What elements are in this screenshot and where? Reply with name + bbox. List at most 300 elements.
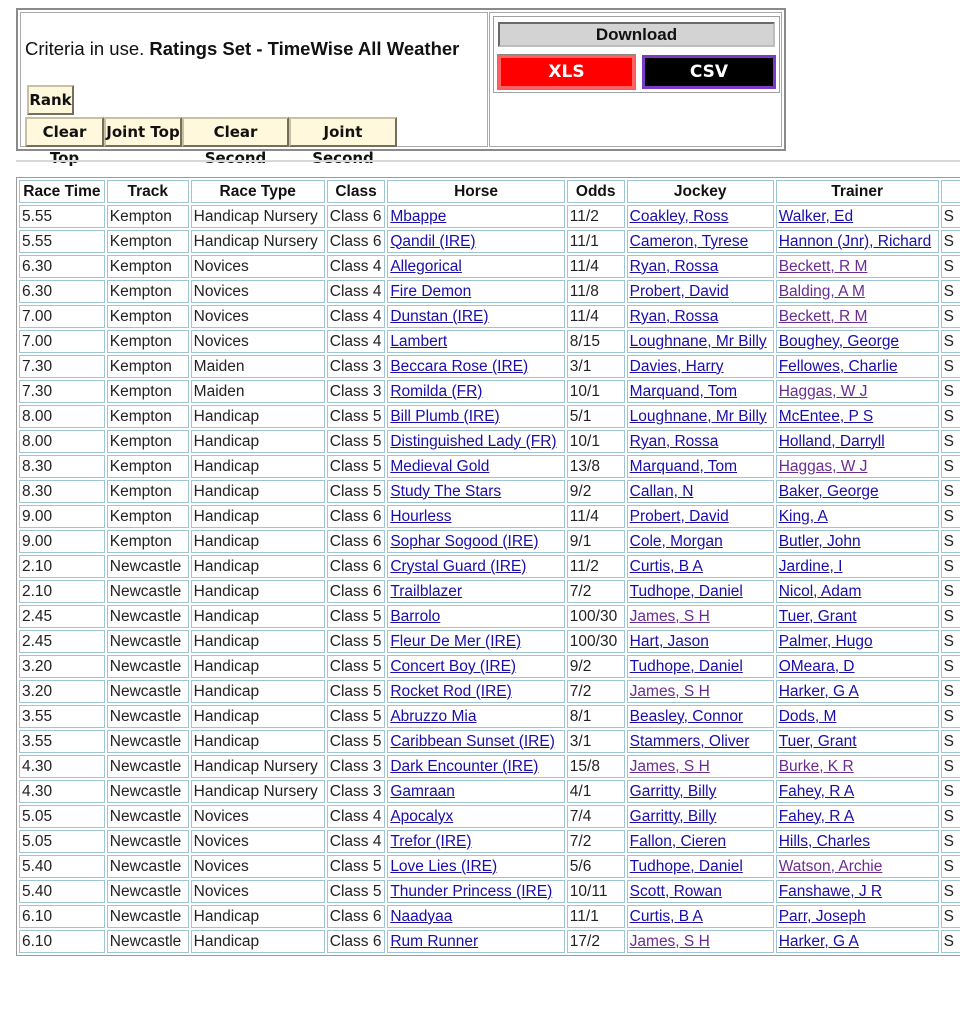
odds-cell: 10/11	[567, 880, 625, 903]
horse-link[interactable]: Qandil (IRE)	[390, 232, 476, 250]
table-row	[19, 755, 960, 778]
jockey-link[interactable]: Cameron, Tyrese	[629, 232, 749, 250]
trainer-cell	[776, 855, 939, 878]
table-row	[19, 280, 960, 303]
race-type-cell: Handicap	[191, 480, 325, 503]
class-cell: Class 6	[327, 205, 386, 228]
jockey-link[interactable]: Loughnane, Mr Billy	[629, 407, 767, 425]
class-cell: Class 5	[327, 705, 386, 728]
jockey-cell	[627, 755, 774, 778]
jockey-link[interactable]: Marquand, Tom	[629, 457, 738, 475]
horse-link[interactable]: Gamraan	[390, 782, 455, 800]
joint-top-button[interactable]: Joint Top	[104, 117, 182, 147]
jockey-cell	[627, 780, 774, 803]
trainer-cell	[776, 480, 939, 503]
class-cell: Class 5	[327, 430, 386, 453]
table-row	[19, 405, 960, 428]
race-time-cell: 8.00	[19, 405, 105, 428]
header-horse[interactable]: Horse	[387, 180, 564, 203]
jockey-cell	[627, 705, 774, 728]
odds-cell: 7/4	[567, 805, 625, 828]
jockey-link[interactable]: Curtis, B A	[629, 907, 703, 925]
trainer-link[interactable]: Beckett, R M	[778, 257, 868, 275]
jockey-link[interactable]: Probert, David	[629, 282, 729, 300]
horse-link[interactable]: Dunstan (IRE)	[390, 307, 489, 325]
rank-button[interactable]: Rank	[27, 85, 74, 115]
jockey-link[interactable]: Garritty, Billy	[629, 807, 717, 825]
extra-cell: S	[941, 530, 960, 553]
extra-cell: S	[941, 905, 960, 928]
class-cell: Class 3	[327, 380, 386, 403]
horse-cell	[387, 480, 564, 503]
race-time-cell: 5.55	[19, 205, 105, 228]
trainer-link[interactable]: King, A	[778, 507, 828, 525]
horse-link[interactable]: Sophar Sogood (IRE)	[390, 532, 539, 550]
jockey-link[interactable]: Ryan, Rossa	[629, 432, 719, 450]
trainer-link[interactable]: Hannon (Jnr), Richard	[778, 232, 932, 250]
track-cell: Newcastle	[107, 655, 189, 678]
header-trainer[interactable]: Trainer	[776, 180, 939, 203]
csv-download-button[interactable]: CSV	[642, 55, 776, 89]
track-cell: Newcastle	[107, 905, 189, 928]
trainer-cell	[776, 905, 939, 928]
extra-cell: S	[941, 805, 960, 828]
horse-link[interactable]: Thunder Princess (IRE)	[390, 882, 553, 900]
odds-cell: 13/8	[567, 455, 625, 478]
race-time-cell: 2.45	[19, 605, 105, 628]
table-row	[19, 880, 960, 903]
track-cell: Newcastle	[107, 680, 189, 703]
trainer-cell	[776, 730, 939, 753]
horse-cell	[387, 630, 564, 653]
class-cell: Class 5	[327, 605, 386, 628]
race-type-cell: Handicap Nursery	[191, 755, 325, 778]
table-row	[19, 705, 960, 728]
odds-cell: 7/2	[567, 580, 625, 603]
odds-cell: 11/8	[567, 280, 625, 303]
race-type-cell: Handicap	[191, 405, 325, 428]
track-cell: Kempton	[107, 430, 189, 453]
horse-link[interactable]: Romilda (FR)	[390, 382, 483, 400]
horse-link[interactable]: Study The Stars	[390, 482, 502, 500]
horse-link[interactable]: Bill Plumb (IRE)	[390, 407, 500, 425]
horse-link[interactable]: Rocket Rod (IRE)	[390, 682, 512, 700]
race-type-cell: Handicap	[191, 555, 325, 578]
odds-cell: 11/1	[567, 905, 625, 928]
class-cell: Class 6	[327, 505, 386, 528]
track-cell: Newcastle	[107, 930, 189, 953]
odds-cell: 3/1	[567, 355, 625, 378]
odds-cell: 11/1	[567, 230, 625, 253]
jockey-link[interactable]: Beasley, Connor	[629, 707, 744, 725]
extra-cell: S	[941, 630, 960, 653]
race-type-cell: Handicap	[191, 655, 325, 678]
trainer-link[interactable]: Baker, George	[778, 482, 879, 500]
table-row	[19, 205, 960, 228]
horse-link[interactable]: Hourless	[390, 507, 452, 525]
trainer-link[interactable]: Fellowes, Charlie	[778, 357, 898, 375]
horse-link[interactable]: Beccara Rose (IRE)	[390, 357, 529, 375]
ratings-set-label: Ratings Set - TimeWise All Weather	[149, 38, 460, 59]
class-cell: Class 5	[327, 680, 386, 703]
trainer-cell	[776, 505, 939, 528]
race-time-cell: 3.20	[19, 680, 105, 703]
table-row	[19, 605, 960, 628]
trainer-link[interactable]: Harker, G A	[778, 682, 859, 700]
horse-link[interactable]: Apocalyx	[390, 807, 454, 825]
horse-cell	[387, 330, 564, 353]
jockey-link[interactable]: Scott, Rowan	[629, 882, 722, 900]
odds-cell: 7/2	[567, 830, 625, 853]
horse-link[interactable]: Love Lies (IRE)	[390, 857, 498, 875]
odds-cell: 9/1	[567, 530, 625, 553]
jockey-cell	[627, 605, 774, 628]
download-title: Download	[498, 22, 775, 47]
header-extra[interactable]	[941, 180, 960, 203]
race-type-cell: Handicap	[191, 530, 325, 553]
track-cell: Kempton	[107, 330, 189, 353]
table-row	[19, 805, 960, 828]
jockey-link[interactable]: Probert, David	[629, 507, 729, 525]
race-type-cell: Maiden	[191, 380, 325, 403]
odds-cell: 11/2	[567, 555, 625, 578]
header-class[interactable]: Class	[327, 180, 386, 203]
trainer-cell	[776, 630, 939, 653]
extra-cell: S	[941, 855, 960, 878]
clear-second-button[interactable]: Clear Second	[182, 117, 289, 147]
race-type-cell: Handicap Nursery	[191, 205, 325, 228]
header-odds[interactable]: Odds	[567, 180, 625, 203]
odds-cell: 100/30	[567, 605, 625, 628]
race-type-cell: Novices	[191, 280, 325, 303]
jockey-link[interactable]: Callan, N	[629, 482, 694, 500]
extra-cell: S	[941, 255, 960, 278]
table-row	[19, 255, 960, 278]
section-divider	[16, 160, 960, 162]
jockey-cell	[627, 680, 774, 703]
class-cell: Class 3	[327, 755, 386, 778]
trainer-cell	[776, 880, 939, 903]
track-cell: Newcastle	[107, 705, 189, 728]
trainer-link[interactable]: Fahey, R A	[778, 782, 855, 800]
track-cell: Newcastle	[107, 830, 189, 853]
header-track[interactable]: Track	[107, 180, 189, 203]
trainer-cell	[776, 255, 939, 278]
trainer-link[interactable]: OMeara, D	[778, 657, 855, 675]
race-time-cell: 8.30	[19, 480, 105, 503]
trainer-cell	[776, 605, 939, 628]
track-cell: Newcastle	[107, 880, 189, 903]
horse-link[interactable]: Abruzzo Mia	[390, 707, 477, 725]
track-cell: Newcastle	[107, 855, 189, 878]
race-time-cell: 5.40	[19, 880, 105, 903]
track-cell: Kempton	[107, 305, 189, 328]
horse-link[interactable]: Medieval Gold	[390, 457, 490, 475]
class-cell: Class 5	[327, 655, 386, 678]
odds-cell: 9/2	[567, 655, 625, 678]
trainer-link[interactable]: Watson, Archie	[778, 857, 883, 875]
horse-link[interactable]: Rum Runner	[390, 932, 479, 950]
class-cell: Class 5	[327, 480, 386, 503]
jockey-cell	[627, 855, 774, 878]
extra-cell: S	[941, 755, 960, 778]
race-type-cell: Novices	[191, 255, 325, 278]
horse-link[interactable]: Mbappe	[390, 207, 447, 225]
extra-cell: S	[941, 230, 960, 253]
download-box	[493, 16, 780, 93]
jockey-link[interactable]: James, S H	[629, 932, 710, 950]
race-type-cell: Handicap	[191, 455, 325, 478]
jockey-cell	[627, 880, 774, 903]
odds-cell: 11/4	[567, 305, 625, 328]
race-time-cell: 9.00	[19, 505, 105, 528]
race-time-cell: 6.30	[19, 255, 105, 278]
race-time-cell: 3.20	[19, 655, 105, 678]
trainer-cell	[776, 655, 939, 678]
jockey-link[interactable]: James, S H	[629, 757, 710, 775]
horse-cell	[387, 605, 564, 628]
jockey-link[interactable]: Tudhope, Daniel	[629, 657, 743, 675]
trainer-link[interactable]: Butler, John	[778, 532, 861, 550]
horse-cell	[387, 255, 564, 278]
horse-link[interactable]: Fleur De Mer (IRE)	[390, 632, 522, 650]
jockey-link[interactable]: Fallon, Cieren	[629, 832, 727, 850]
race-type-cell: Novices	[191, 880, 325, 903]
horse-link[interactable]: Crystal Guard (IRE)	[390, 557, 527, 575]
horse-link[interactable]: Dark Encounter (IRE)	[390, 757, 539, 775]
race-time-cell: 3.55	[19, 705, 105, 728]
jockey-link[interactable]: James, S H	[629, 682, 710, 700]
extra-cell: S	[941, 305, 960, 328]
trainer-cell	[776, 530, 939, 553]
trainer-cell	[776, 455, 939, 478]
jockey-link[interactable]: Garritty, Billy	[629, 782, 717, 800]
trainer-cell	[776, 430, 939, 453]
jockey-link[interactable]: Ryan, Rossa	[629, 307, 719, 325]
race-type-cell: Handicap	[191, 630, 325, 653]
extra-cell: S	[941, 455, 960, 478]
trainer-link[interactable]: Dods, M	[778, 707, 837, 725]
criteria-panel	[16, 8, 786, 167]
jockey-link[interactable]: Tudhope, Daniel	[629, 582, 743, 600]
jockey-link[interactable]: Ryan, Rossa	[629, 257, 719, 275]
jockey-link[interactable]: Marquand, Tom	[629, 382, 738, 400]
extra-cell: S	[941, 380, 960, 403]
class-cell: Class 4	[327, 830, 386, 853]
class-cell: Class 5	[327, 880, 386, 903]
jockey-link[interactable]: Coakley, Ross	[629, 207, 729, 225]
trainer-link[interactable]: Walker, Ed	[778, 207, 854, 225]
trainer-link[interactable]: Fanshawe, J R	[778, 882, 883, 900]
horse-link[interactable]: Distinguished Lady (FR)	[390, 432, 557, 450]
header-race-time[interactable]: Race Time	[19, 180, 105, 203]
race-time-cell: 9.00	[19, 530, 105, 553]
odds-cell: 11/4	[567, 255, 625, 278]
track-cell: Newcastle	[107, 780, 189, 803]
criteria-prefix: Criteria in use.	[25, 38, 145, 59]
odds-cell: 3/1	[567, 730, 625, 753]
jockey-cell	[627, 555, 774, 578]
horse-link[interactable]: Trailblazer	[390, 582, 463, 600]
table-row	[19, 505, 960, 528]
table-row	[19, 680, 960, 703]
jockey-cell	[627, 805, 774, 828]
criteria-cell	[20, 12, 488, 167]
track-cell: Kempton	[107, 455, 189, 478]
horse-cell	[387, 855, 564, 878]
jockey-link[interactable]: Stammers, Oliver	[629, 732, 750, 750]
race-type-cell: Maiden	[191, 355, 325, 378]
jockey-cell	[627, 905, 774, 928]
trainer-link[interactable]: Hills, Charles	[778, 832, 871, 850]
xls-download-button[interactable]: XLS	[498, 55, 635, 89]
horse-link[interactable]: Allegorical	[390, 257, 462, 275]
track-cell: Newcastle	[107, 755, 189, 778]
trainer-cell	[776, 380, 939, 403]
track-cell: Newcastle	[107, 605, 189, 628]
table-row	[19, 780, 960, 803]
horse-link[interactable]: Naadyaa	[390, 907, 453, 925]
trainer-link[interactable]: Boughey, George	[778, 332, 900, 350]
table-row	[19, 855, 960, 878]
trainer-link[interactable]: Jardine, I	[778, 557, 843, 575]
trainer-link[interactable]: Palmer, Hugo	[778, 632, 873, 650]
trainer-link[interactable]: McEntee, P S	[778, 407, 874, 425]
horse-cell	[387, 730, 564, 753]
track-cell: Kempton	[107, 505, 189, 528]
table-row	[19, 305, 960, 328]
jockey-link[interactable]: Hart, Jason	[629, 632, 709, 650]
horse-link[interactable]: Trefor (IRE)	[390, 832, 472, 850]
trainer-link[interactable]: Nicol, Adam	[778, 582, 862, 600]
trainer-cell	[776, 580, 939, 603]
trainer-link[interactable]: Balding, A M	[778, 282, 865, 300]
extra-cell: S	[941, 555, 960, 578]
class-cell: Class 5	[327, 405, 386, 428]
race-type-cell: Handicap	[191, 930, 325, 953]
jockey-link[interactable]: Loughnane, Mr Billy	[629, 332, 767, 350]
table-row	[19, 530, 960, 553]
horse-cell	[387, 455, 564, 478]
horse-link[interactable]: Barrolo	[390, 607, 441, 625]
track-cell: Newcastle	[107, 580, 189, 603]
extra-cell: S	[941, 330, 960, 353]
jockey-link[interactable]: Davies, Harry	[629, 357, 724, 375]
trainer-link[interactable]: Beckett, R M	[778, 307, 868, 325]
class-cell: Class 4	[327, 330, 386, 353]
extra-cell: S	[941, 355, 960, 378]
race-type-cell: Handicap	[191, 905, 325, 928]
jockey-cell	[627, 580, 774, 603]
race-time-cell: 7.00	[19, 330, 105, 353]
jockey-link[interactable]: Cole, Morgan	[629, 532, 723, 550]
joint-second-button[interactable]: Joint Second	[289, 117, 397, 147]
extra-cell: S	[941, 880, 960, 903]
horse-link[interactable]: Fire Demon	[390, 282, 472, 300]
race-time-cell: 4.30	[19, 755, 105, 778]
jockey-link[interactable]: Curtis, B A	[629, 557, 703, 575]
race-time-cell: 6.30	[19, 280, 105, 303]
track-cell: Kempton	[107, 280, 189, 303]
race-time-cell: 7.30	[19, 355, 105, 378]
horse-link[interactable]: Lambert	[390, 332, 448, 350]
jockey-link[interactable]: Tudhope, Daniel	[629, 857, 743, 875]
odds-cell: 17/2	[567, 930, 625, 953]
jockey-cell	[627, 730, 774, 753]
trainer-cell	[776, 555, 939, 578]
header-jockey[interactable]: Jockey	[627, 180, 774, 203]
class-cell: Class 5	[327, 855, 386, 878]
trainer-link[interactable]: Fahey, R A	[778, 807, 855, 825]
table-row	[19, 430, 960, 453]
race-type-cell: Handicap	[191, 580, 325, 603]
extra-cell: S	[941, 705, 960, 728]
trainer-link[interactable]: Haggas, W J	[778, 382, 868, 400]
horse-link[interactable]: Concert Boy (IRE)	[390, 657, 517, 675]
trainer-link[interactable]: Burke, K R	[778, 757, 854, 775]
trainer-link[interactable]: Tuer, Grant	[778, 732, 857, 750]
jockey-cell	[627, 205, 774, 228]
odds-cell: 9/2	[567, 480, 625, 503]
class-cell: Class 6	[327, 905, 386, 928]
class-cell: Class 4	[327, 255, 386, 278]
track-cell: Kempton	[107, 530, 189, 553]
track-cell: Newcastle	[107, 555, 189, 578]
horse-cell	[387, 305, 564, 328]
track-cell: Kempton	[107, 205, 189, 228]
horse-cell	[387, 930, 564, 953]
race-time-cell: 2.10	[19, 580, 105, 603]
race-type-cell: Handicap	[191, 680, 325, 703]
odds-cell: 15/8	[567, 755, 625, 778]
jockey-cell	[627, 380, 774, 403]
class-cell: Class 4	[327, 280, 386, 303]
class-cell: Class 6	[327, 930, 386, 953]
class-cell: Class 4	[327, 305, 386, 328]
table-row	[19, 905, 960, 928]
header-race-type[interactable]: Race Type	[191, 180, 325, 203]
horse-cell	[387, 530, 564, 553]
trainer-cell	[776, 705, 939, 728]
jockey-link[interactable]: James, S H	[629, 607, 710, 625]
jockey-cell	[627, 430, 774, 453]
race-type-cell: Novices	[191, 830, 325, 853]
trainer-link[interactable]: Holland, Darryll	[778, 432, 885, 450]
jockey-cell	[627, 230, 774, 253]
horse-link[interactable]: Caribbean Sunset (IRE)	[390, 732, 555, 750]
trainer-cell	[776, 280, 939, 303]
jockey-cell	[627, 280, 774, 303]
trainer-cell	[776, 930, 939, 953]
trainer-link[interactable]: Harker, G A	[778, 932, 859, 950]
results-table-container	[16, 177, 960, 956]
track-cell: Newcastle	[107, 630, 189, 653]
class-cell: Class 3	[327, 780, 386, 803]
odds-cell: 100/30	[567, 630, 625, 653]
odds-cell: 11/2	[567, 205, 625, 228]
trainer-link[interactable]: Tuer, Grant	[778, 607, 857, 625]
trainer-link[interactable]: Haggas, W J	[778, 457, 868, 475]
trainer-link[interactable]: Parr, Joseph	[778, 907, 866, 925]
race-type-cell: Novices	[191, 305, 325, 328]
clear-top-button[interactable]: Clear Top	[25, 117, 104, 147]
criteria-text	[25, 38, 459, 60]
race-time-cell: 2.45	[19, 630, 105, 653]
race-time-cell: 5.05	[19, 830, 105, 853]
race-time-cell: 6.10	[19, 930, 105, 953]
race-time-cell: 3.55	[19, 730, 105, 753]
horse-cell	[387, 780, 564, 803]
